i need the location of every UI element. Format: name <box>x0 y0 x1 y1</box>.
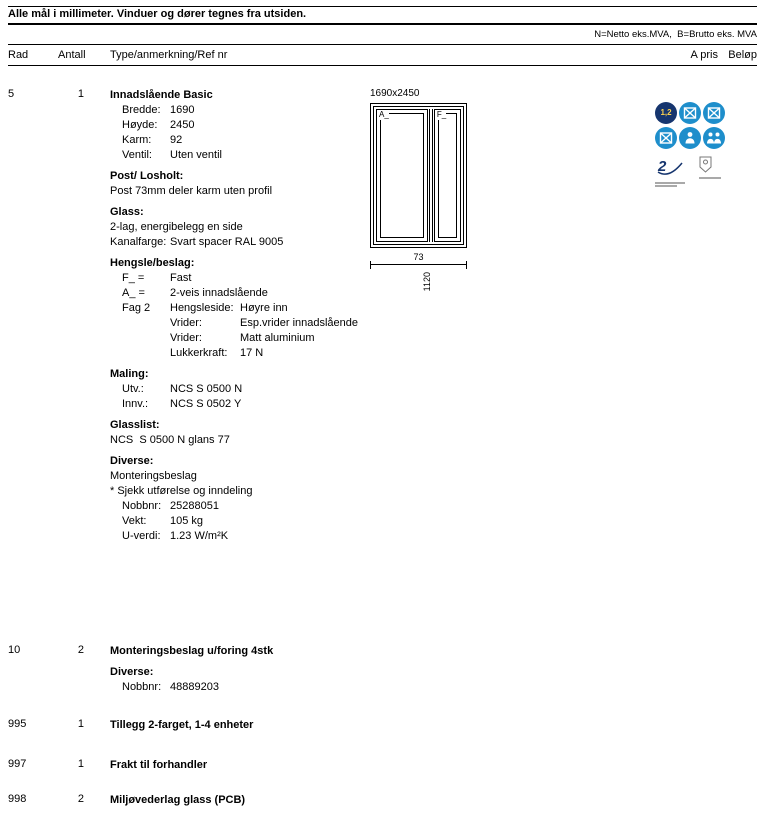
table-header-row <box>0 49 765 63</box>
divider <box>8 6 757 7</box>
column-header-antall: Antall <box>58 49 86 61</box>
section-heading-diverse: Diverse: <box>110 455 154 467</box>
spec-value: 92 <box>170 134 183 146</box>
spec-row <box>110 103 368 118</box>
spec-label: Bredde: <box>122 104 161 116</box>
pane-a-sash <box>380 113 424 238</box>
table-row-997 <box>0 758 765 774</box>
item-description <box>110 644 368 695</box>
diverse-line: Monteringsbeslag <box>110 470 197 482</box>
logo-row <box>655 156 731 187</box>
post-text: Post 73mm deler karm uten profil <box>110 185 273 197</box>
fag-value: Esp.vrider innadslående <box>240 317 359 329</box>
microtext-line <box>699 177 721 179</box>
rad-number: 997 <box>8 758 27 770</box>
crossed-window-icon <box>703 102 725 124</box>
diverse-label: Vekt: <box>122 515 147 527</box>
antall-value: 1 <box>77 718 84 730</box>
section-heading-diverse: Diverse: <box>110 666 154 678</box>
glasslist-text: NCS S 0500 N glans 77 <box>110 434 230 446</box>
maling-value: NCS S 0502 Y <box>170 398 242 410</box>
person-icon <box>679 127 701 149</box>
rad-number: 995 <box>8 718 27 730</box>
maling-row <box>110 382 368 397</box>
diverse-value: 25288051 <box>170 500 219 512</box>
hengsle-label: A_ = <box>122 287 145 299</box>
diverse-value: 1.23 W/m²K <box>170 530 229 542</box>
crossed-window-icon <box>655 127 677 149</box>
fag-label: Fag 2 <box>122 302 151 314</box>
diverse-spec-row <box>110 499 368 514</box>
dimension-line <box>370 264 467 265</box>
height-dimension-label: 1120 <box>422 272 432 292</box>
window-post <box>429 109 433 242</box>
microtext-line <box>655 185 677 187</box>
fag-row <box>110 331 368 346</box>
vat-note: N=Netto eks.MVA, B=Brutto eks. MVA <box>594 29 757 40</box>
maling-label: Utv.: <box>122 383 144 395</box>
diverse-value: 48889203 <box>170 681 219 693</box>
drawing-size-label: 1690x2450 <box>370 88 420 99</box>
fag-key: Hengsleside: <box>170 302 234 314</box>
diverse-line: * Sjekk utførelse og inndeling <box>110 485 253 497</box>
fag-key: Vrider: <box>170 317 202 329</box>
spec-row <box>110 133 368 148</box>
fag-row <box>110 346 368 361</box>
icon-grid <box>655 102 731 149</box>
kanalfarge-value: Svart spacer RAL 9005 <box>170 236 284 248</box>
glass-text: 2-lag, energibelegg en side <box>110 221 243 233</box>
column-header-apris: A pris <box>690 49 718 61</box>
spacer <box>122 346 170 361</box>
section-heading-maling: Maling: <box>110 368 149 380</box>
maling-label: Innv.: <box>122 398 149 410</box>
diverse-spec-row <box>110 529 368 544</box>
width-dimension-label: 73 <box>413 252 424 262</box>
item-description <box>110 758 368 773</box>
energy-badge-icon <box>655 102 677 124</box>
microtext-line <box>655 182 685 184</box>
fag-key: Lukkerkraft: <box>170 347 228 359</box>
brand-2-logo <box>655 156 687 187</box>
spec-row <box>110 148 368 163</box>
hengsle-value: 2-veis innadslående <box>170 287 268 299</box>
rad-number: 998 <box>8 793 27 805</box>
product-title: Frakt til forhandler <box>110 759 208 771</box>
window-inner-frame <box>373 106 464 245</box>
pane-a-label: A_ <box>379 110 389 119</box>
hengsle-row <box>110 271 368 286</box>
fag-value: 17 N <box>240 347 264 359</box>
rad-number: 10 <box>8 644 21 656</box>
window-pane-f <box>434 109 461 242</box>
kanalfarge-label: Kanalfarge: <box>110 236 167 248</box>
width-dimension <box>370 251 467 265</box>
diverse-label: Nobbnr: <box>122 500 162 512</box>
divider <box>8 44 757 45</box>
window-drawing <box>370 88 467 292</box>
diverse-label: U-verdi: <box>122 530 161 542</box>
rad-number: 5 <box>8 88 15 100</box>
certification-icons <box>655 102 731 187</box>
hengsle-row <box>110 286 368 301</box>
measurement-note: Alle mål i millimeter. Vinduer og dører tegnes fra utsiden. <box>8 8 307 20</box>
product-title: Monteringsbeslag u/foring 4stk <box>110 645 274 657</box>
fag-row <box>110 301 368 316</box>
table-row-998 <box>0 793 765 809</box>
item-description <box>110 718 368 733</box>
divider <box>8 65 757 66</box>
crossed-window-icon <box>679 102 701 124</box>
hengsle-label: F_ = <box>122 272 145 284</box>
table-row-5 <box>0 88 765 644</box>
fag-row <box>110 316 368 331</box>
item-description <box>110 793 368 808</box>
maling-row <box>110 397 368 412</box>
spec-label: Høyde: <box>122 119 158 131</box>
energy-badge-value: 1,2 <box>660 108 672 117</box>
window-pane-a <box>376 109 428 242</box>
spacer <box>122 331 170 346</box>
fag-value: Høyre inn <box>240 302 288 314</box>
table-row-10 <box>0 644 765 704</box>
diverse-spec-row <box>110 680 368 695</box>
diverse-value: 105 kg <box>170 515 204 527</box>
section-heading-post: Post/ Losholt: <box>110 170 184 182</box>
emblem-icon <box>699 156 721 179</box>
hengsle-value: Fast <box>170 272 192 284</box>
fag-key: Vrider: <box>170 332 202 344</box>
table-row-995 <box>0 718 765 734</box>
kanalfarge-row <box>110 235 368 250</box>
pane-f-sash <box>438 113 457 238</box>
antall-value: 2 <box>77 644 84 656</box>
section-heading-glass: Glass: <box>110 206 144 218</box>
spec-label: Ventil: <box>122 149 152 161</box>
section-heading-hengsle: Hengsle/beslag: <box>110 257 195 269</box>
spec-value: Uten ventil <box>170 149 222 161</box>
column-header-belop: Beløp <box>728 49 757 61</box>
column-header-type: Type/anmerkning/Ref nr <box>110 49 228 61</box>
diverse-spec-row <box>110 514 368 529</box>
antall-value: 1 <box>77 88 84 100</box>
spec-row <box>110 118 368 133</box>
antall-value: 2 <box>77 793 84 805</box>
pane-f-label: F_ <box>436 110 447 119</box>
diverse-label: Nobbnr: <box>122 681 162 693</box>
antall-value: 1 <box>77 758 84 770</box>
spec-value: 1690 <box>170 104 195 116</box>
window-outer-frame <box>370 103 467 248</box>
product-title: Miljøvederlag glass (PCB) <box>110 794 246 806</box>
fag-value: Matt aluminium <box>240 332 315 344</box>
svg-text:2: 2 <box>658 158 667 175</box>
column-header-rad: Rad <box>8 49 29 61</box>
divider <box>8 23 757 25</box>
spec-label: Karm: <box>122 134 152 146</box>
product-title: Tillegg 2-farget, 1-4 enheter <box>110 719 254 731</box>
item-description <box>110 88 368 544</box>
maling-value: NCS S 0500 N <box>170 383 243 395</box>
spacer <box>122 316 170 331</box>
product-title: Innadslående Basic <box>110 89 213 101</box>
family-icon <box>703 127 725 149</box>
spec-value: 2450 <box>170 119 195 131</box>
section-heading-glasslist: Glasslist: <box>110 419 160 431</box>
